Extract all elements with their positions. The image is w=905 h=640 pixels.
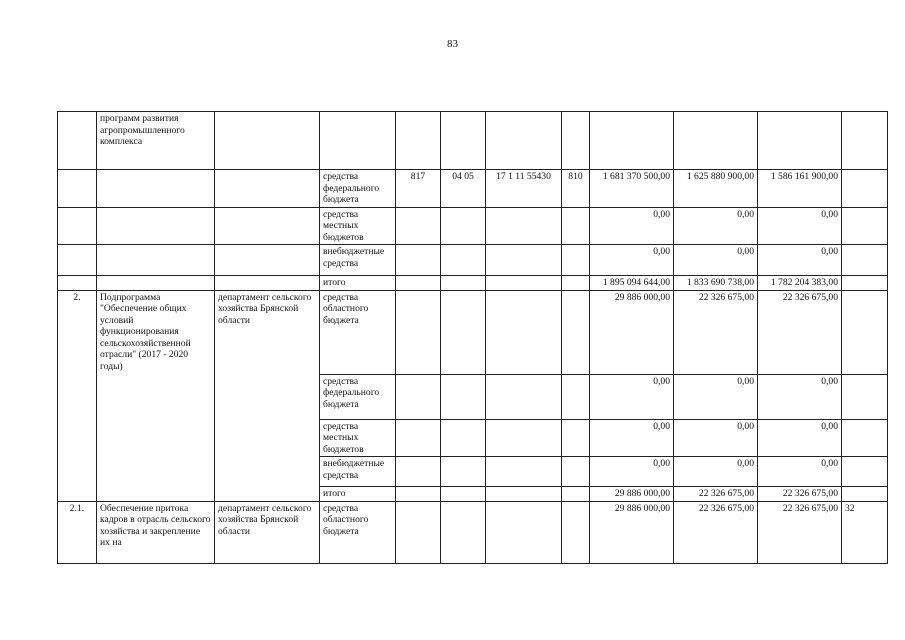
empty-cell [486,457,562,487]
empty-cell [562,501,590,563]
year2-cell: 1 833 690 738,00 [674,276,758,291]
source-cell: средства областного бюджета [320,501,396,563]
empty-cell [842,170,888,208]
empty-cell [441,245,486,276]
empty-cell [320,112,396,170]
indicator-cell: 32 [842,501,888,563]
year2-cell: 0,00 [674,374,758,419]
empty-cell [441,207,486,245]
year2-cell: 1 625 880 900,00 [674,170,758,208]
empty-cell [842,276,888,291]
rzpr-cell: 04 05 [441,170,486,208]
empty-cell [486,207,562,245]
empty-cell [396,374,441,419]
table-row [58,170,888,208]
empty-cell [562,487,590,502]
empty-cell [396,419,441,457]
empty-cell [396,487,441,502]
source-cell: внебюджетные средства [320,457,396,487]
empty-cell [58,276,97,291]
year3-cell: 22 326 675,00 [758,501,842,563]
year2-cell: 22 326 675,00 [674,487,758,502]
empty-cell [562,112,590,170]
table-row [58,245,888,276]
year3-cell: 1 586 161 900,00 [758,170,842,208]
year3-cell: 0,00 [758,419,842,457]
empty-cell [215,112,320,170]
empty-cell [562,207,590,245]
year1-cell: 1 681 370 500,00 [590,170,674,208]
source-cell: средства федерального бюджета [320,374,396,419]
year1-cell: 0,00 [590,374,674,419]
year2-cell: 22 326 675,00 [674,501,758,563]
empty-cell [441,457,486,487]
empty-cell [842,487,888,502]
empty-cell [842,207,888,245]
table-row [58,290,888,374]
year3-cell: 0,00 [758,457,842,487]
source-cell: итого [320,276,396,291]
empty-cell [842,419,888,457]
empty-cell [441,487,486,502]
empty-cell [486,374,562,419]
year2-cell: 0,00 [674,457,758,487]
year3-cell: 22 326 675,00 [758,290,842,374]
source-cell: средства местных бюджетов [320,419,396,457]
year1-cell: 0,00 [590,419,674,457]
year1-cell: 29 886 000,00 [590,487,674,502]
empty-cell [441,374,486,419]
empty-cell [674,112,758,170]
budget-table [57,111,888,564]
source-cell: внебюджетные средства [320,245,396,276]
empty-cell [441,501,486,563]
year2-cell: 0,00 [674,207,758,245]
table-row [58,276,888,291]
empty-cell [486,419,562,457]
year2-cell: 22 326 675,00 [674,290,758,374]
empty-cell [215,245,320,276]
empty-cell [215,276,320,291]
empty-cell [97,207,215,245]
empty-cell [58,245,97,276]
empty-cell [590,112,674,170]
empty-cell [215,207,320,245]
year1-cell: 0,00 [590,457,674,487]
empty-cell [97,170,215,208]
empty-cell [486,245,562,276]
empty-cell [842,112,888,170]
table-row [58,112,888,170]
source-cell: итого [320,487,396,502]
empty-cell [396,207,441,245]
empty-cell [396,501,441,563]
empty-cell [842,374,888,419]
executor: департамент сельского хозяйства Брянской области [215,290,320,501]
row-name: программ развития агропромышленного комплекса [97,112,215,170]
empty-cell [562,245,590,276]
empty-cell [396,276,441,291]
empty-cell [396,245,441,276]
table-row [58,207,888,245]
empty-cell [215,170,320,208]
empty-cell [97,276,215,291]
empty-cell [486,501,562,563]
empty-cell [396,457,441,487]
empty-cell [58,207,97,245]
year2-cell: 0,00 [674,245,758,276]
executor: департамент сельского хозяйства Брянской области [215,501,320,563]
empty-cell [58,170,97,208]
empty-cell [842,245,888,276]
page-number: 83 [447,38,458,50]
empty-cell [441,276,486,291]
empty-cell [486,276,562,291]
year1-cell: 0,00 [590,207,674,245]
year2-cell: 0,00 [674,419,758,457]
empty-cell [562,419,590,457]
year3-cell: 0,00 [758,207,842,245]
year1-cell: 29 886 000,00 [590,501,674,563]
empty-cell [486,290,562,374]
item-number: 2. [58,290,97,501]
empty-cell [842,290,888,374]
empty-cell [486,112,562,170]
cell [58,112,97,170]
empty-cell [562,457,590,487]
empty-cell [758,112,842,170]
empty-cell [562,374,590,419]
empty-cell [97,245,215,276]
empty-cell [842,457,888,487]
grbs-cell: 817 [396,170,441,208]
table-row [58,501,888,563]
year1-cell: 1 895 094 644,00 [590,276,674,291]
empty-cell [486,487,562,502]
empty-cell [562,290,590,374]
source-cell: средства федерального бюджета [320,170,396,208]
item-number: 2.1. [58,501,97,563]
source-cell: средства местных бюджетов [320,207,396,245]
activity-name: Обеспечение притока кадров в отрасль сельского хозяйства и закрепление их на [97,501,215,563]
empty-cell [441,290,486,374]
year3-cell: 22 326 675,00 [758,487,842,502]
vr-cell: 810 [562,170,590,208]
year3-cell: 0,00 [758,245,842,276]
year3-cell: 1 782 204 383,00 [758,276,842,291]
year1-cell: 0,00 [590,245,674,276]
empty-cell [396,112,441,170]
csr-cell: 17 1 11 55430 [486,170,562,208]
source-cell: средства областного бюджета [320,290,396,374]
empty-cell [562,276,590,291]
empty-cell [396,290,441,374]
subprogram-name: Подпрограмма "Обеспечение общих условий функционирования сельскохозяйственной отрасли" (2017 - 2020 годы) [97,290,215,501]
year1-cell: 29 886 000,00 [590,290,674,374]
empty-cell [441,419,486,457]
year3-cell: 0,00 [758,374,842,419]
empty-cell [441,112,486,170]
